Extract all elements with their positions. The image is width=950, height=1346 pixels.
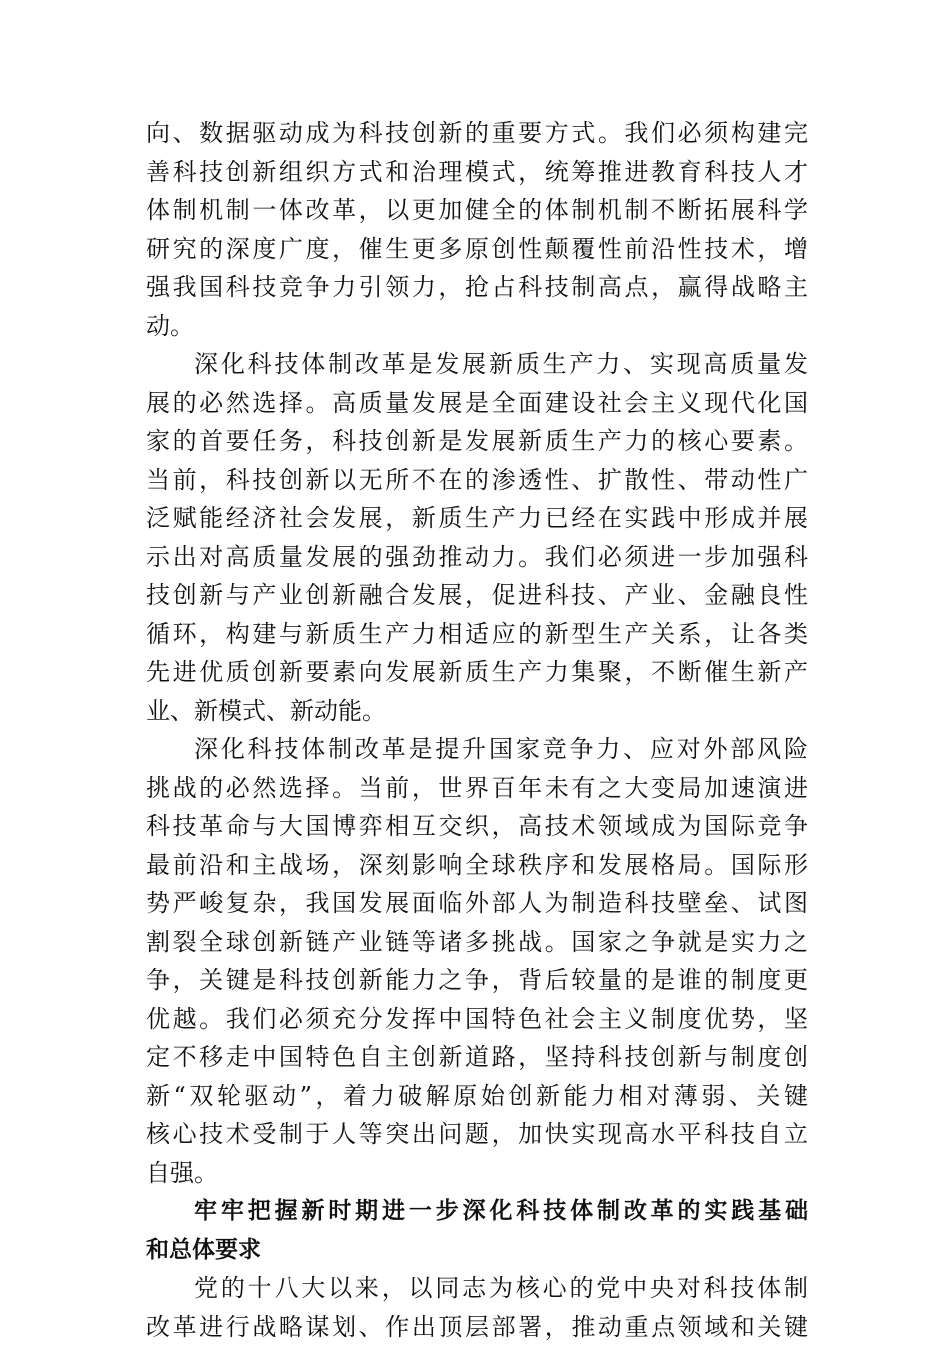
paragraph-line: 研究的深度广度，催生更多原创性颠覆性前沿性技术，增 <box>146 230 808 269</box>
paragraph-line: 割裂全球创新链产业链等诸多挑战。国家之争就是实力之 <box>146 923 808 962</box>
paragraph-4 <box>146 1269 808 1346</box>
paragraph-line: 科技革命与大国博弈相互交织，高技术领域成为国际竞争 <box>146 807 808 846</box>
paragraph-3 <box>146 730 808 1192</box>
paragraph-line: 优越。我们必须充分发挥中国特色社会主义制度优势，坚 <box>146 1000 808 1039</box>
paragraph-line: 循环，构建与新质生产力相适应的新型生产关系，让各类 <box>146 615 808 654</box>
paragraph-line: 先进优质创新要素向发展新质生产力集聚，不断催生新产 <box>146 653 808 692</box>
paragraph-line: 党的十八大以来，以同志为核心的党中央对科技体制 <box>146 1269 808 1308</box>
paragraph-2 <box>146 345 808 730</box>
paragraph-line: 势严峻复杂，我国发展面临外部人为制造科技壁垒、试图 <box>146 884 808 923</box>
paragraph-line: 善科技创新组织方式和治理模式，统筹推进教育科技人才 <box>146 153 808 192</box>
paragraph-line: 泛赋能经济社会发展，新质生产力已经在实践中形成并展 <box>146 499 808 538</box>
paragraph-line: 家的首要任务，科技创新是发展新质生产力的核心要素。 <box>146 422 808 461</box>
paragraph-line: 动。 <box>146 307 808 346</box>
paragraph-line: 体制机制一体改革，以更加健全的体制机制不断拓展科学 <box>146 191 808 230</box>
paragraph-line: 深化科技体制改革是发展新质生产力、实现高质量发 <box>146 345 808 384</box>
heading-line: 和总体要求 <box>146 1231 808 1270</box>
paragraph-line: 核心技术受制于人等突出问题，加快实现高水平科技自立 <box>146 1115 808 1154</box>
document-page <box>146 114 808 1346</box>
paragraph-line: 争，关键是科技创新能力之争，背后较量的是谁的制度更 <box>146 961 808 1000</box>
paragraph-line: 新“双轮驱动”，着力破解原始创新能力相对薄弱、关键 <box>146 1077 808 1116</box>
paragraph-line: 展的必然选择。高质量发展是全面建设社会主义现代化国 <box>146 384 808 423</box>
paragraph-1 <box>146 114 808 345</box>
paragraph-line: 改革进行战略谋划、作出顶层部署，推动重点领域和关键 <box>146 1308 808 1346</box>
paragraph-line: 示出对高质量发展的强劲推动力。我们必须进一步加强科 <box>146 538 808 577</box>
paragraph-line: 强我国科技竞争力引领力，抢占科技制高点，赢得战略主 <box>146 268 808 307</box>
paragraph-line: 向、数据驱动成为科技创新的重要方式。我们必须构建完 <box>146 114 808 153</box>
paragraph-line: 业、新模式、新动能。 <box>146 692 808 731</box>
section-heading <box>146 1192 808 1269</box>
paragraph-line: 当前，科技创新以无所不在的渗透性、扩散性、带动性广 <box>146 461 808 500</box>
paragraph-line: 定不移走中国特色自主创新道路，坚持科技创新与制度创 <box>146 1038 808 1077</box>
paragraph-line: 深化科技体制改革是提升国家竞争力、应对外部风险 <box>146 730 808 769</box>
heading-line: 牢牢把握新时期进一步深化科技体制改革的实践基础 <box>146 1192 808 1231</box>
paragraph-line: 技创新与产业创新融合发展，促进科技、产业、金融良性 <box>146 576 808 615</box>
paragraph-line: 最前沿和主战场，深刻影响全球秩序和发展格局。国际形 <box>146 846 808 885</box>
paragraph-line: 挑战的必然选择。当前，世界百年未有之大变局加速演进 <box>146 769 808 808</box>
paragraph-line: 自强。 <box>146 1154 808 1193</box>
